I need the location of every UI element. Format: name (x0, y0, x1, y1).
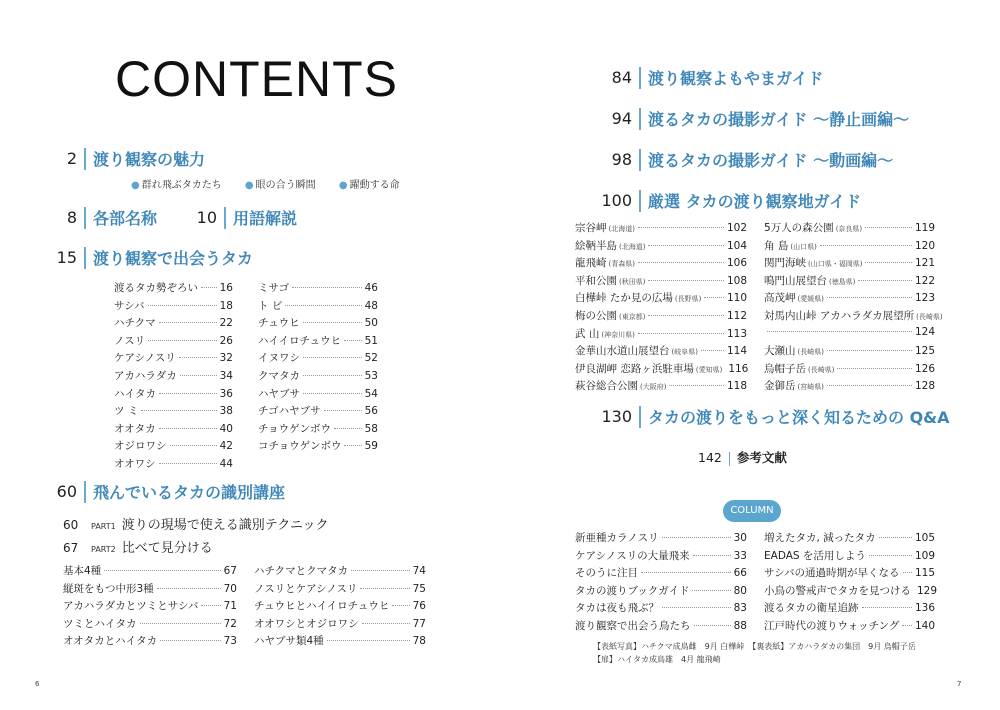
part-2 (63, 537, 213, 556)
part-page: 67 (63, 541, 79, 555)
list-item: 渡るタカの衛星追跡 136 (764, 602, 935, 615)
bird-list-col2 (258, 280, 378, 456)
list-item: 伊良湖岬 恋路ヶ浜駐車場 (愛知県) 116 (575, 362, 749, 375)
list-item: 白樺峠 たか見の広場 (長野県) 110 (575, 292, 747, 305)
list-item: 絵鞆半島 (北海道) 104 (575, 239, 747, 252)
section-title: 渡り観察よもやまガイド (648, 69, 824, 88)
list-item: 鳴門山展望台 (徳島県) 122 (764, 274, 935, 287)
list-item: オジロワシ 42 (114, 440, 233, 453)
section-title: 渡るタカの撮影ガイド ～静止画編～ (648, 110, 910, 129)
subtopic: ● 躍動する命 (338, 180, 400, 191)
list-item: 新亜種カラノスリ 30 (575, 532, 747, 544)
section-title: 厳選 タカの渡り観察地ガイド (648, 192, 862, 211)
page-number-right: 7 (957, 680, 962, 688)
cover-credit-line: 【表紙写真】ハチクマ成鳥雌 9月 白樺峠 【裏表紙】アカハラダカの集団 9月 烏帽子岳 (593, 642, 916, 651)
list-item: オオタカとハイタカ 73 (63, 635, 237, 648)
list-item: チョウゲンボウ 58 (258, 422, 378, 435)
list-item: そのうに注目 66 (575, 567, 747, 580)
part-label: PART2 (91, 545, 116, 554)
section-divider (224, 207, 226, 229)
list-item: 龍飛崎 (青森県) 106 (575, 257, 747, 270)
section-qa (590, 405, 950, 428)
list-item: アカハラダカとツミとサシバ 71 (63, 600, 237, 613)
list-item: ミサゴ 46 (258, 282, 378, 294)
section-hawks (55, 246, 253, 269)
section-divider (639, 190, 641, 212)
list-item: EADAS を活用しよう 109 (764, 549, 935, 562)
cover-credit-line: 【扉】ハイタカ成鳥雄 4月 龍飛崎 (593, 655, 721, 664)
bullet-dot-icon: ● (338, 180, 348, 191)
section-title: 渡り観察で出会うタカ (93, 249, 254, 268)
bird-list-col1 (114, 280, 233, 474)
list-item: ハヤブサ類4種 78 (254, 635, 426, 648)
section-attraction (55, 147, 205, 170)
section-divider (639, 67, 641, 89)
list-item: 金御岳 (宮崎県) 128 (764, 380, 935, 393)
list-item: ノスリとケアシノスリ 75 (254, 582, 426, 595)
section-title: 渡り観察の魅力 (93, 150, 206, 169)
list-item: ト ビ 48 (258, 299, 378, 312)
section-video-guide (590, 148, 893, 171)
list-item: オオワシとオジロワシ 77 (254, 617, 426, 630)
page-number-left: 6 (35, 680, 40, 688)
list-item: 角 島 (山口県) 120 (764, 239, 935, 252)
list-item: ハチクマとクマタカ 74 (254, 565, 426, 577)
section-title: 用語解説 (233, 209, 298, 228)
section-divider (729, 452, 730, 466)
list-item: ツ ミ 38 (114, 405, 233, 418)
site-list-col1 (575, 220, 747, 396)
list-item: クマタカ 53 (258, 369, 378, 382)
list-item: チュウヒ 50 (258, 317, 378, 330)
part-page: 60 (63, 518, 79, 532)
list-item: 小鳥の警戒声でタカを見つける 129 (764, 584, 938, 597)
list-item: 烏帽子岳 (長崎県) 126 (764, 362, 935, 375)
list-item: オオワシ 44 (114, 457, 233, 470)
part-1 (63, 514, 328, 533)
list-item: 5万人の森公園 (奈良県) 119 (764, 222, 935, 234)
page-title: CONTENTS (115, 51, 398, 107)
list-item: ハヤブサ 54 (258, 387, 378, 400)
list-item: 基本4種 67 (63, 565, 237, 577)
section-page: 98 (611, 150, 632, 169)
section-page: 94 (611, 109, 632, 128)
list-item: オオタカ 40 (114, 422, 233, 435)
list-item: ケアシノスリ 32 (114, 352, 233, 365)
list-item: 増えたタカ, 減ったタカ 105 (764, 532, 935, 544)
list-item: コチョウゲンボウ 59 (258, 440, 378, 453)
section-title: 各部名称 (93, 209, 158, 228)
section-divider (84, 481, 86, 503)
section-photo-guide (590, 107, 909, 130)
list-item: 江戸時代の渡りウォッチング 140 (764, 619, 935, 632)
section-page: 15 (56, 248, 77, 267)
section-tips (590, 66, 824, 89)
list-item: 金華山水道山展望台 (岐阜県) 114 (575, 345, 747, 358)
list-item: 宗谷岬 (北海道) 102 (575, 222, 747, 234)
references (698, 448, 787, 466)
section-part-names (55, 206, 157, 229)
list-item: 124 (764, 326, 935, 344)
section-subtopics (131, 176, 420, 191)
section-page: 60 (56, 482, 77, 501)
column-list-col1 (575, 530, 747, 636)
part-title: 渡りの現場で使える識別テクニック (121, 518, 329, 533)
section-divider (639, 149, 641, 171)
subtopic: ● 群れ飛ぶタカたち (131, 180, 222, 191)
column-list-col2 (764, 530, 938, 636)
list-item: 関門海峡 (山口県・福岡県) 121 (764, 257, 935, 270)
references-page: 142 (698, 450, 722, 465)
list-item: ツミとハイタカ 72 (63, 617, 237, 630)
list-item: 渡り観察で出会う鳥たち 88 (575, 619, 747, 632)
bullet-dot-icon: ● (244, 180, 254, 191)
list-item: 渡るタカ勢ぞろい 16 (114, 282, 233, 294)
list-item: ハイタカ 36 (114, 387, 233, 400)
list-item: アカハラダカ 34 (114, 369, 233, 382)
list-item: チゴハヤブサ 56 (258, 405, 378, 418)
subtopic: ● 眼の合う瞬間 (244, 180, 316, 191)
list-item: 武 山 (神奈川県) 113 (575, 327, 747, 340)
section-title: タカの渡りをもっと深く知るための Q&A (648, 408, 950, 427)
section-page: 8 (66, 208, 77, 227)
compare-list-col2 (254, 563, 426, 651)
section-page: 84 (611, 68, 632, 87)
section-title: 渡るタカの撮影ガイド ～動画編～ (648, 151, 894, 170)
part-label: PART1 (91, 522, 116, 531)
compare-list-col1 (63, 563, 237, 651)
section-identification (55, 480, 285, 503)
site-list-col2 (764, 220, 943, 396)
list-item: タカの渡りブックガイド 80 (575, 584, 747, 597)
list-item: 平和公園 (秋田県) 108 (575, 274, 747, 287)
list-item: 縦斑をもつ中形3種 70 (63, 582, 237, 595)
list-item: イヌワシ 52 (258, 352, 378, 365)
list-item: ハイイロチュウヒ 51 (258, 334, 378, 347)
list-item: チュウヒとハイイロチュウヒ 76 (254, 600, 426, 613)
section-divider (84, 247, 86, 269)
bullet-dot-icon: ● (131, 180, 140, 191)
list-item: サシバの通過時期が早くなる 115 (764, 567, 935, 580)
section-page: 130 (601, 407, 632, 426)
list-item: 大瀬山 (長崎県) 125 (764, 345, 935, 358)
section-site-guide (590, 189, 861, 212)
section-divider (639, 108, 641, 130)
section-divider (84, 207, 86, 229)
section-page: 100 (601, 191, 632, 210)
section-title: 飛んでいるタカの識別講座 (93, 483, 286, 502)
list-item: 対馬内山峠 アカハラダカ展望所 (長崎県) (764, 309, 943, 322)
section-page: 10 (196, 208, 217, 227)
list-item: 萩谷総合公園 (大阪府) 118 (575, 380, 747, 393)
list-item: 梅の公園 (東京都) 112 (575, 309, 747, 322)
list-item: 高茂岬 (愛媛県) 123 (764, 292, 935, 305)
column-badge: COLUMN (723, 500, 781, 522)
part-title: 比べて見分ける (121, 541, 213, 556)
list-item: サシバ 18 (114, 299, 233, 312)
references-title: 参考文献 (736, 450, 787, 465)
section-glossary (195, 206, 297, 229)
list-item: ハチクマ 22 (114, 317, 233, 330)
list-item: タカは夜も飛ぶ？ 83 (575, 602, 747, 615)
section-page: 2 (66, 149, 77, 168)
cover-credits (593, 640, 916, 666)
section-divider (639, 406, 641, 428)
list-item: ケアシノスリの大量飛来 33 (575, 549, 747, 562)
list-item: ノスリ 26 (114, 334, 233, 347)
section-divider (84, 148, 86, 170)
